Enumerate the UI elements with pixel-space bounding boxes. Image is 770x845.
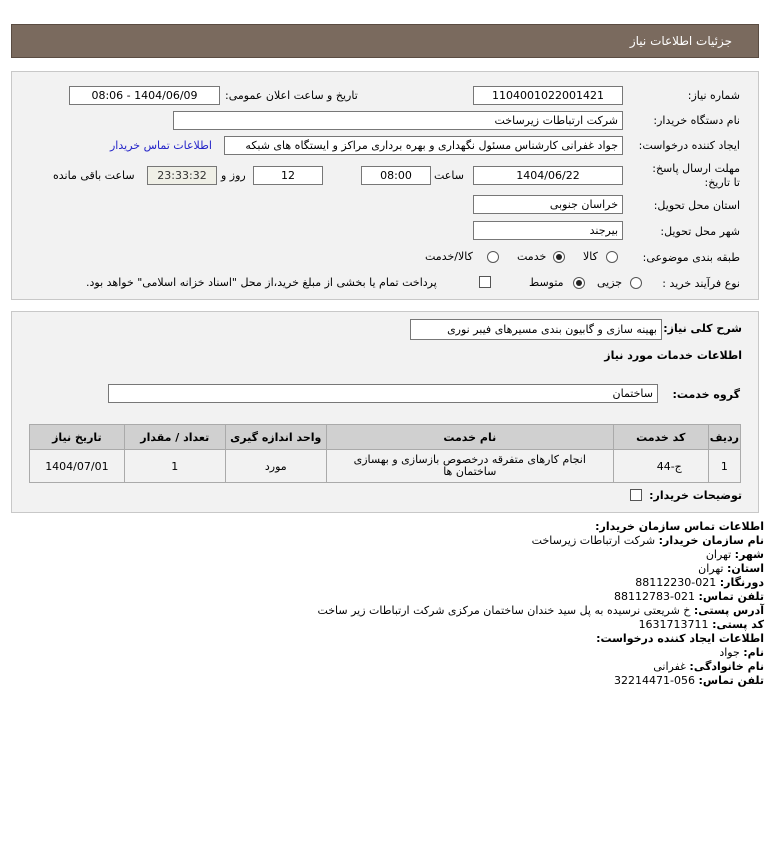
creator-name: نام: جواد (719, 646, 764, 659)
category-radio-goods[interactable] (606, 251, 618, 263)
process-radio-medium[interactable] (573, 277, 585, 289)
buyer-org-label: نام دستگاه خریدار: (653, 114, 740, 127)
process-radio-minor[interactable] (630, 277, 642, 289)
category-option-goods: کالا (583, 250, 598, 263)
contact-address: آدرس پستی: خ شریعتی نرسیده به پل سید خندان ساختمان مرکزی شرکت ارتباطات زیر ساخت (317, 604, 764, 617)
col-service-code: کد خدمت (613, 425, 708, 450)
deadline-label: مهلت ارسال پاسخ: تا تاریخ: (652, 162, 740, 189)
cell-unit: مورد (225, 450, 326, 483)
col-row-number: ردیف (708, 425, 740, 450)
cell-service-code: ج-44 (613, 450, 708, 483)
creator-phone: تلفن تماس: 056-32214471 (614, 674, 764, 687)
announce-label: تاریخ و ساعت اعلان عمومی: (225, 89, 358, 102)
need-number-field: 1104001022001421 (473, 86, 623, 105)
contact-province: استان: تهران (698, 562, 764, 575)
creator-field: جواد غفرانی کارشناس مسئول نگهداری و بهره برداری مراکز و ایستگاه های شبکه (224, 136, 623, 155)
contact-city: شهر: تهران (705, 548, 764, 561)
buyer-org-field: شرکت ارتباطات زیرساخت (173, 111, 623, 130)
announce-datetime-field: 1404/06/09 - 08:06 (69, 86, 220, 105)
contact-fax: دورنگار: 021-88112230 (635, 576, 764, 589)
process-option-minor: جزیی (597, 276, 623, 289)
cell-row-number: 1 (708, 450, 740, 483)
cell-service-name: انجام کارهای متفرقه درخصوص بازسازی و بهسازی ساختمان ها (326, 450, 613, 483)
col-service-name: نام خدمت (326, 425, 613, 450)
category-option-service: خدمت (517, 250, 547, 263)
category-option-goods-service: کالا/خدمت (425, 250, 473, 263)
need-number-label: شماره نیاز: (687, 89, 740, 102)
remaining-label: ساعت باقی مانده (53, 169, 135, 182)
treasury-payment-text: پرداخت تمام یا بخشی از مبلغ خرید،از محل "اسناد خزانه اسلامی" خواهد بود. (86, 276, 437, 289)
service-group-label: گروه خدمت: (672, 388, 740, 401)
city-field: بیرجند (473, 221, 623, 240)
buyer-contact-link[interactable]: اطلاعات تماس خریدار (110, 139, 212, 152)
cell-quantity: 1 (124, 450, 225, 483)
deadline-date-field: 1404/06/22 (473, 166, 623, 185)
table-row (30, 450, 741, 483)
contact-phone: تلفن تماس: 021-88112783 (614, 590, 764, 603)
treasury-payment-checkbox[interactable] (479, 276, 491, 288)
deadline-time-field: 08:00 (361, 166, 431, 185)
days-field: 12 (253, 166, 323, 185)
creator-family: نام خانوادگی: غفرانی (653, 660, 764, 673)
days-label: روز و (221, 169, 246, 182)
creator-label: ایجاد کننده درخواست: (638, 139, 740, 152)
service-group-field: ساختمان (108, 384, 658, 403)
contact-postal: کد پستی: 1631713711 (638, 618, 764, 631)
province-field: خراسان جنوبی (473, 195, 623, 214)
buyer-notes-label: توضیحات خریدار: (649, 489, 742, 502)
col-unit: واحد اندازه گیری (225, 425, 326, 450)
category-radio-goods-service[interactable] (487, 251, 499, 263)
summary-label: شرح کلی نیاز: (663, 322, 742, 335)
col-need-date: تاریخ نیاز (30, 425, 125, 450)
need-info-panel (11, 71, 759, 300)
contact-org: نام سازمان خریدار: شرکت ارتباطات زیرساخت (531, 534, 764, 547)
province-label: استان محل تحویل: (653, 199, 740, 212)
page-title: جزئیات اطلاعات نیاز (629, 34, 732, 48)
contact-section-title: اطلاعات تماس سازمان خریدار: (595, 520, 764, 533)
cell-need-date: 1404/07/01 (30, 450, 125, 483)
process-option-medium: متوسط (529, 276, 564, 289)
summary-field: بهینه سازی و گابیون بندی مسیرهای فیبر نوری (410, 319, 662, 340)
services-table-header (30, 425, 741, 450)
services-title: اطلاعات خدمات مورد نیاز (604, 349, 742, 362)
buyer-notes-checkbox[interactable] (630, 489, 642, 501)
process-label: نوع فرآیند خرید : (662, 277, 740, 290)
services-table (29, 424, 741, 483)
creator-section-title: اطلاعات ایجاد کننده درخواست: (596, 632, 764, 645)
category-radio-service[interactable] (553, 251, 565, 263)
deadline-time-label: ساعت (434, 169, 464, 182)
col-quantity: تعداد / مقدار (124, 425, 225, 450)
page-header (11, 24, 759, 58)
city-label: شهر محل تحویل: (660, 225, 740, 238)
category-label: طبقه بندی موضوعی: (642, 251, 740, 264)
remaining-time-field: 23:33:32 (147, 166, 217, 185)
